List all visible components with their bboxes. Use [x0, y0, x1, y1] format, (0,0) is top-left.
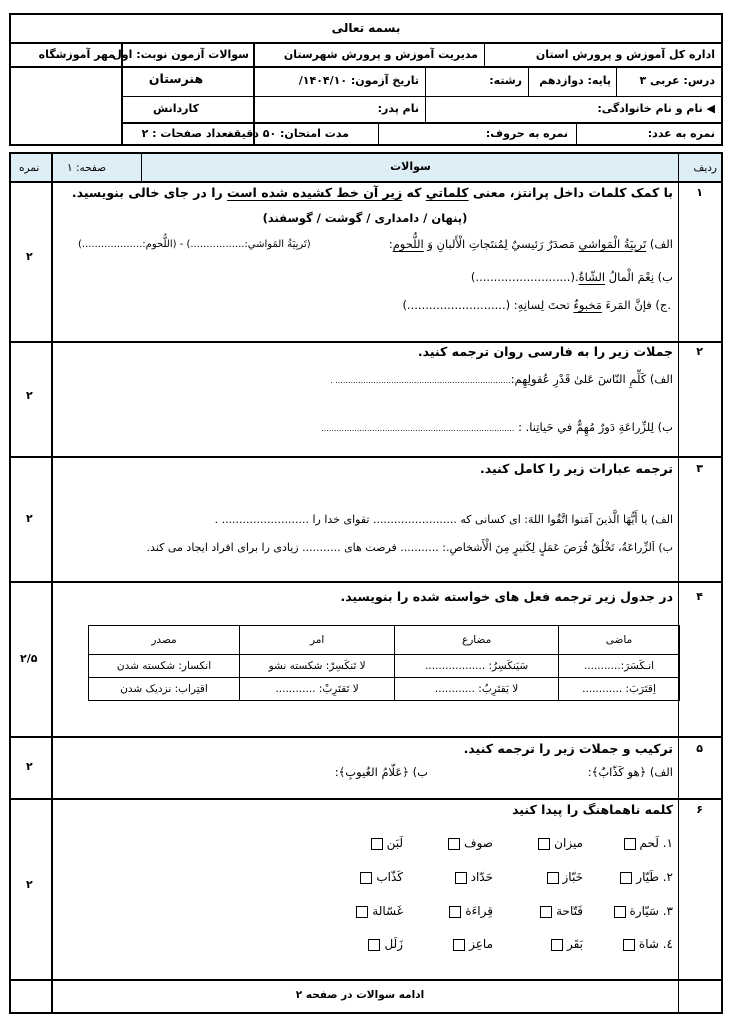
verb-table-header: مصدر — [89, 626, 240, 655]
option-label: قِراءَة — [465, 904, 493, 918]
option-label: فَتّاحة — [556, 904, 583, 918]
q1-number: ۱ — [696, 186, 703, 199]
checkbox[interactable] — [540, 906, 552, 918]
q5-number: ۵ — [696, 742, 703, 755]
q2-prompt: جملات زیر را به فارسی روان ترجمه کنید. — [417, 344, 673, 359]
checkbox[interactable] — [356, 906, 368, 918]
odd-word-option[interactable] — [352, 904, 403, 918]
exam-round: سوالات آزمون نوبت: اول — [112, 48, 249, 61]
verb-table-header: مضارع — [395, 626, 559, 655]
page-number: صفحه: ۱ — [67, 162, 107, 174]
org-city: مدیریت آموزش و پرورش شهرستان — [283, 48, 478, 61]
checkbox[interactable] — [371, 838, 383, 850]
checkbox[interactable] — [538, 838, 550, 850]
verb-cell[interactable]: انـكَسَرَ:........... — [559, 655, 680, 678]
checkbox[interactable] — [623, 939, 635, 951]
odd-word-option[interactable] — [619, 937, 673, 951]
odd-word-option[interactable] — [543, 870, 584, 884]
grade-label: پایه: دوازدهم — [539, 74, 611, 87]
q5-score: ۲ — [26, 760, 33, 773]
checkbox[interactable] — [614, 906, 626, 918]
score-words-field[interactable]: نمره به حروف: — [485, 127, 568, 140]
option-label: غَسّالة — [372, 904, 403, 918]
continue-note: ادامه سوالات در صفحه ۲ — [295, 989, 425, 1001]
odd-word-option[interactable] — [449, 937, 493, 951]
option-label: كَذّاب — [376, 870, 403, 884]
odd-word-option[interactable] — [445, 904, 493, 918]
exam-header — [9, 13, 723, 146]
odd-word-option[interactable] — [534, 836, 583, 850]
org-province: اداره کل آموزش و پرورش استان — [535, 48, 715, 61]
option-label: ۳. سَيّارة — [629, 904, 673, 918]
q5-item-b[interactable]: ب) ﴿عَلّامُ الغُيوبِ﴾: — [334, 765, 428, 779]
option-label: زَلَل — [384, 937, 403, 951]
verb-cell[interactable]: سَيَنكَسِرُ: .................. — [395, 655, 559, 678]
checkbox[interactable] — [360, 872, 372, 884]
q3-item-b[interactable]: ب) اَلزِّراعَةُ، تَخْلُقُ فُرَصَ عَمَلٍ لِكَثيرٍ مِنَ الْأَشخاصِ.: ........... فرصت های ........... زیادی را برای افراد ایجاد می کند. — [146, 541, 673, 554]
verb-cell[interactable]: اِقتَرَبَ: ............ — [559, 678, 680, 701]
option-label: لَبَن — [386, 836, 403, 850]
q6-prompt: کلمه ناهماهنگ را پیدا کنید — [512, 802, 673, 817]
option-label: ماعِز — [469, 937, 493, 951]
option-label: بَقَر — [566, 937, 583, 951]
verb-cell[interactable]: لا يَقتَرِبُ: ............ — [395, 678, 559, 701]
q1-item-a: الف) تَربِيَةُ الْمَواشي مَصدَرٌ رَئيسيٌ لِمُنتَجاتِ الْأَلبانِ وَ اللُّحوم: — [388, 237, 673, 251]
checkbox[interactable] — [551, 939, 563, 951]
verb-cell: لا تَنكَسِرْ: شکسته نشو — [240, 655, 395, 678]
checkbox[interactable] — [547, 872, 559, 884]
q6-number: ۶ — [696, 803, 703, 816]
verb-table-header: ماضی — [559, 626, 680, 655]
checkbox[interactable] — [368, 939, 380, 951]
option-label: صوف — [464, 836, 493, 850]
odd-word-option[interactable] — [620, 836, 673, 850]
verb-cell: اقتِراب: نزدیک شدن — [89, 678, 240, 701]
verb-table — [88, 625, 680, 701]
father-name-field[interactable]: نام پدر: — [377, 102, 419, 115]
student-name-field[interactable]: ◀ نام و نام خانوادگی: — [597, 102, 715, 115]
school-type: هنرستان — [148, 71, 204, 86]
odd-word-option[interactable] — [536, 904, 583, 918]
verb-cell: انکسار: شکسته شدن — [89, 655, 240, 678]
score-header: نمره — [19, 162, 40, 174]
q1-score: ۲ — [26, 250, 33, 263]
odd-word-option[interactable] — [616, 870, 673, 884]
q4-number: ۴ — [696, 590, 703, 603]
q3-number: ۳ — [696, 462, 703, 475]
checkbox[interactable] — [453, 939, 465, 951]
exam-date: تاریخ آزمون: ۱۴۰۴/۱۰/ — [298, 74, 419, 87]
q4-score: ۲/۵ — [20, 652, 38, 665]
q3-item-a[interactable]: الف) يا أَيُّهَا الَّذينَ آمَنوا اتَّقُوا اللهَ: ای کسانی که ........................ تقوای خدا را ......................... . — [214, 513, 673, 526]
option-label: ۲. طَيّار — [636, 870, 673, 884]
q1-prompt: با کمک کلمات داخل پرانتز، معنی کلماتي که زیر آن خط کشیده شده است را در جای خالی بنویسید. — [71, 185, 673, 200]
checkbox[interactable] — [455, 872, 467, 884]
q2-item-a[interactable]: الف) كَلِّمِ النّاسَ عَلىٰ قَدْرِ عُقولِهِم:..................................................................... . — [330, 372, 673, 386]
q2-item-b[interactable]: ب) لِلزِّراعَةِ دَورٌ مُهِمٌّ في حَياتِنا. : ............................................................................ — [321, 420, 673, 434]
verb-table-header: امر — [240, 626, 395, 655]
q5-prompt: ترکیب و جملات زیر را ترجمه کنید. — [463, 741, 673, 756]
branch-label: کاردانش — [153, 102, 199, 115]
q2-score: ۲ — [26, 389, 33, 402]
odd-word-option[interactable] — [444, 836, 493, 850]
odd-word-option[interactable] — [451, 870, 493, 884]
field-label: رشته: — [489, 74, 522, 87]
q1-word-bank: (پنهان / دامداری / گوشت / گوسفند) — [262, 211, 468, 225]
row-header: ردیف — [693, 162, 717, 174]
odd-word-option[interactable] — [356, 870, 403, 884]
q3-score: ۲ — [26, 512, 33, 525]
odd-word-option[interactable] — [610, 904, 674, 918]
checkbox[interactable] — [620, 872, 632, 884]
q1-item-c[interactable]: .ج) فإنَّ المَرءَ مَخبوءٌ تحتَ لِسانِهِ: (...........................) — [402, 298, 671, 312]
q3-prompt: ترجمه عبارات زیر را کامل کنید. — [479, 461, 673, 476]
header-title: بسمه تعالی — [331, 21, 401, 35]
q6-score: ۲ — [26, 878, 33, 891]
page-count: تعداد صفحات : ۲ — [141, 127, 232, 140]
verb-cell[interactable]: لا تَقتَرِبْ: ............ — [240, 678, 395, 701]
odd-word-option[interactable] — [367, 836, 403, 850]
q1-item-b[interactable]: ب) نِعْمَ الْمالُ الشّاةُ.(..........................) — [470, 270, 673, 284]
score-number-field[interactable]: نمره به عدد: — [647, 127, 715, 140]
course-label: درس: عربی ۳ — [639, 74, 715, 87]
duration-label: مدت امتحان: ۵۰ دقیقه — [227, 127, 349, 140]
option-label: خَبّاز — [562, 870, 583, 884]
q1-item-a-answer[interactable]: (تَربِيَةُ المَواشي:.................) - (اللُّحوم:...................) — [78, 239, 311, 250]
option-label: ۱. لَحم — [639, 836, 673, 850]
q5-item-a[interactable]: الف) ﴿هو كَذّابٌ﴾: — [587, 765, 673, 779]
q2-number: ۲ — [696, 345, 703, 358]
table-row — [89, 678, 680, 701]
odd-word-option[interactable] — [364, 937, 403, 951]
odd-word-option[interactable] — [547, 937, 583, 951]
option-label: ٤. شاة — [638, 937, 673, 951]
checkbox[interactable] — [449, 906, 461, 918]
school-stamp: مهر آموزشگاه — [38, 48, 115, 61]
option-label: حَدّاد — [470, 870, 493, 884]
option-label: میزان — [554, 836, 583, 850]
q4-prompt: در جدول زیر ترجمه فعل های خواسته شده را بنویسید. — [340, 589, 673, 604]
checkbox[interactable] — [448, 838, 460, 850]
table-row — [89, 655, 680, 678]
checkbox[interactable] — [624, 838, 636, 850]
questions-header: سوالات — [390, 160, 431, 173]
